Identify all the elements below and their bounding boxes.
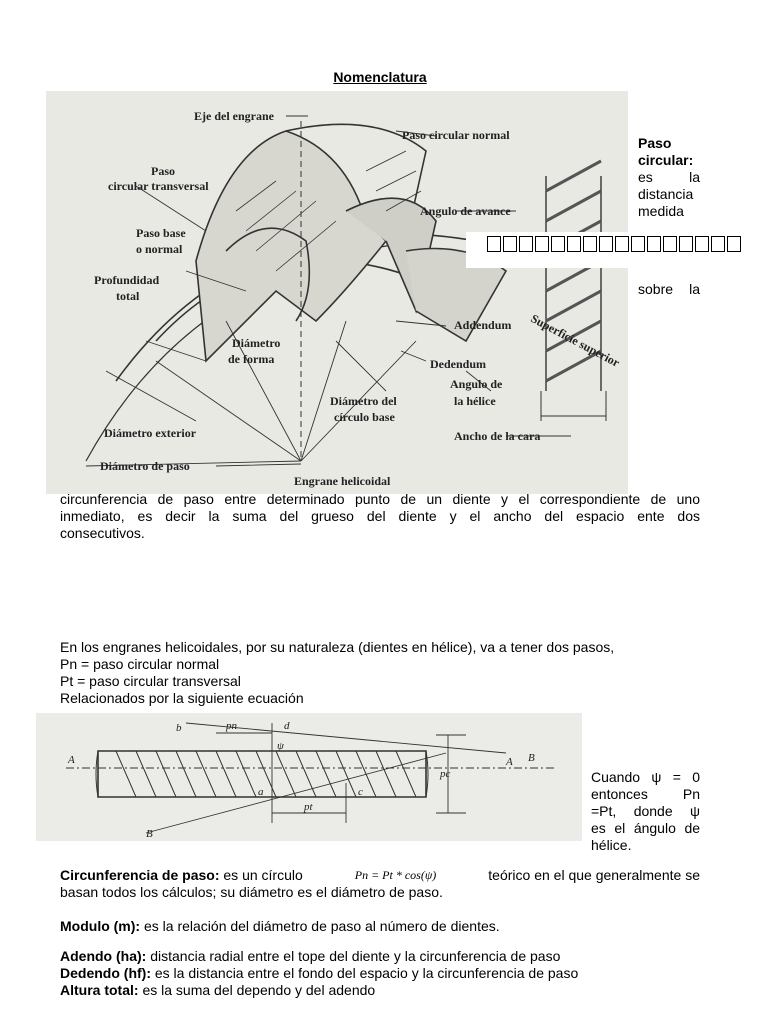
label-angulo-helice-1: Angulo de <box>450 377 503 391</box>
definition-adendo <box>60 948 700 965</box>
formula: Pn = Pt * cos(ψ) <box>354 868 437 882</box>
rack-pitch-diagram <box>36 713 582 841</box>
side2-line3: =Pt, donde ψ <box>591 803 700 819</box>
modulo-text: es la relación del diámetro de paso al número de dientes. <box>143 918 500 934</box>
side2-line1: Cuando ψ = 0 <box>591 769 700 785</box>
label-a-left: A <box>68 754 75 766</box>
adendo-text: distancia radial entre el tope del diente y la circunferencia de paso <box>150 948 561 964</box>
label-diametro-paso: Diámetro de paso <box>100 459 190 473</box>
label-a-right: A <box>506 756 513 768</box>
term-modulo: Modulo (m): <box>60 918 141 934</box>
label-ancho-cara: Ancho de la cara <box>454 429 541 443</box>
paragraph-paso <box>60 491 700 542</box>
label-dedendum: Dedendum <box>430 357 487 371</box>
definition-dedendo <box>60 965 700 982</box>
cell-strip <box>466 232 750 268</box>
label-d: d <box>284 720 290 732</box>
term-dedendo: Dedendo (hf): <box>60 965 151 981</box>
label-a-small: a <box>258 786 264 798</box>
p1-line2: inmediato, es decir la suma del grueso del diente y el ancho del espacio ente dos <box>60 508 700 524</box>
label-angulo-helice-2: la hélice <box>454 394 496 408</box>
term-altura: Altura total: <box>60 982 139 998</box>
side-note-cuando <box>591 769 700 854</box>
definition-modulo <box>60 918 700 935</box>
label-addendum: Addendum <box>454 318 512 332</box>
label-profundidad-1: Profundidad <box>94 273 160 287</box>
page-title: Nomenclatura <box>333 69 427 85</box>
paragraph-helicoidales <box>60 639 700 707</box>
definition-circunferencia <box>60 867 700 901</box>
circ-line2: basan todos los cálculos; su diámetro es el diámetro de paso. <box>60 884 443 900</box>
circ-text-b: teórico en el que generalmente se <box>488 867 700 883</box>
side2-line2: entonces Pn <box>591 786 700 802</box>
p2-line4: Relacionados por la siguiente ecuación <box>60 690 304 706</box>
definition-altura <box>60 982 700 999</box>
label-eje: Eje del engrane <box>194 109 274 123</box>
circ-text-a: es un círculo <box>223 867 303 883</box>
label-psi: ψ <box>277 740 284 752</box>
label-diametro-exterior: Diámetro exterior <box>104 426 197 440</box>
label-b-top: b <box>176 722 182 734</box>
label-diametro-forma-2: de forma <box>228 352 275 366</box>
p2-line1: En los engranes helicoidales, por su naturaleza (dientes en hélice), va a tener dos pasos, <box>60 639 615 655</box>
label-paso-normal: Paso circular normal <box>402 128 510 142</box>
label-pt: pt <box>304 801 313 813</box>
label-engrane-helicoidal: Engrane helicoidal <box>294 474 391 488</box>
label-pc: pc <box>440 768 451 780</box>
dedendo-text: es la distancia entre el fondo del espacio y la circunferencia de paso <box>154 965 579 981</box>
label-b-right: B <box>528 752 535 764</box>
label-c: c <box>358 786 363 798</box>
label-paso-base-1: Paso base <box>136 226 186 240</box>
side-line-4: sobre la <box>638 281 700 297</box>
p1-line3: consecutivos. <box>60 525 145 541</box>
label-paso-transversal-1: Paso <box>151 164 175 178</box>
side-line-3: medida <box>638 203 684 219</box>
definition-group <box>60 948 700 999</box>
label-diametro-forma-1: Diámetro <box>232 336 281 350</box>
label-paso-transversal-2: circular transversal <box>108 179 209 193</box>
side2-line5: hélice. <box>591 837 632 853</box>
side-heading-1: Paso <box>638 135 672 151</box>
side-line-2: distancia <box>638 186 694 202</box>
label-diametro-base-2: círculo base <box>334 410 395 424</box>
label-profundidad-2: total <box>116 289 140 303</box>
altura-text: es la suma del dependo y del adendo <box>142 982 376 998</box>
term-circunferencia: Circunferencia de paso: <box>60 867 220 883</box>
p2-line2: Pn = paso circular normal <box>60 656 220 672</box>
side2-line4: es el ángulo de <box>591 820 701 836</box>
p2-line3: Pt = paso circular transversal <box>60 673 241 689</box>
side-note-paso <box>638 135 700 220</box>
side-heading-2: circular: <box>638 152 694 168</box>
label-superficie: Superficie superior <box>528 311 622 370</box>
label-b-bottom: B <box>146 828 153 840</box>
term-adendo: Adendo (ha): <box>60 948 147 964</box>
side-line-1: es la <box>638 169 700 185</box>
helical-gear-diagram <box>46 91 628 494</box>
label-paso-base-2: o normal <box>136 242 183 256</box>
label-angulo-avance: Angulo de avance <box>420 204 511 218</box>
label-pn: pn <box>226 720 237 732</box>
p1-line1: circunferencia de paso entre determinado punto de un diente y el correspondiente de uno <box>60 491 700 507</box>
label-diametro-base-1: Diámetro del <box>330 394 397 408</box>
